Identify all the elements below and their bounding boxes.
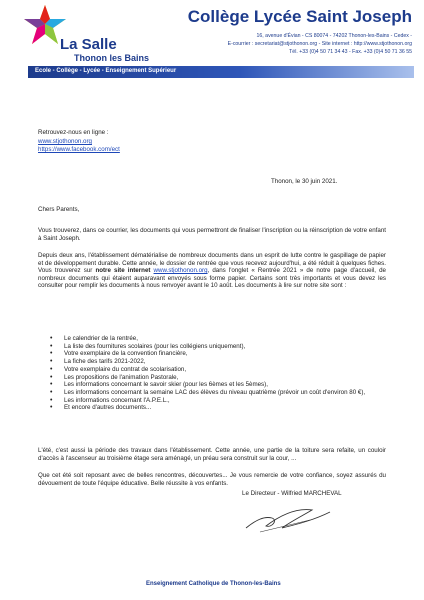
list-item: • Les informations concernant la semaine LAC des élèves du niveau quatrième (prévoir un coût d'environ 80 €), [50,389,390,397]
school-name: Collège Lycée Saint Joseph [187,7,412,26]
list-item: • Les propositions de l'animation Pastorale, [50,374,390,382]
handwritten-signature [242,498,334,540]
letter-date: Thonon, le 30 juin 2021. [271,178,338,185]
school-address: 16, avenue d'Évian - CS 80074 - 74202 Thonon-les-Bains - Cedex - [256,33,412,39]
logo-subtitle: Thonon les Bains [74,53,150,63]
footer-text: Enseignement Catholique de Thonon-les-Bains [146,581,281,587]
inline-site-link[interactable]: www.stjothonon.org [153,267,208,275]
online-intro: Retrouvez-nous en ligne : [38,129,109,136]
list-item: • Votre exemplaire de la convention financière, [50,350,390,358]
paragraph-documents-a: Depuis deux ans, l'établissement dématérialise de nombreux documents dans un esprit de lutte contre le gaspillage de papier et de développement durable. Cette année, le dossier de rentrée que vous recevez aujourd'hui, a été réduit à quelques fiches. Vous trouverez sur [38,252,386,275]
logo-title: La Salle [60,36,117,53]
website-link[interactable]: http://www.stjothonon.org [353,41,412,47]
paragraph-documents [38,252,386,290]
website-label: - Site internet : [318,41,353,47]
header-tagline: Ecole - Collège - Lycée - Enseignement Supérieur [35,68,177,74]
list-item: • Les informations concernant l'A.P.E.L., [50,397,390,405]
email-label: E-courrier : [227,41,254,47]
paragraph-documents-b: , dans l'onglet « Rentrée 2021 » de notre page d'accueil, de nombreux documents qui étaient auparavant envoyés sous forme papier. Certains sont très importants et vous devez les consulter pour remplir les documents à nous renvoyer avant le 10 août. Les documents à lire sur notre site sont : [38,267,386,290]
paragraph-intro: Vous trouverez, dans ce courrier, les documents qui vous permettront de finaliser l'inscription ou la réinscription de votre enfant à Saint Joseph. [38,227,386,242]
contact-line [228,41,412,47]
facebook-link[interactable]: https://www.facebook.com/ect [38,146,120,153]
site-link[interactable]: www.stjothonon.org [38,138,92,145]
list-item: • Le calendrier de la rentrée, [50,335,390,343]
list-item: • La fiche des tarifs 2021-2022, [50,358,390,366]
list-item: • La liste des fournitures scolaires (pour les collégiens uniquement), [50,343,390,351]
paragraph-closing: Que cet été soit reposant avec de belles rencontres, découvertes... Je vous remercie de votre confiance, soyez assurés du dévouement de toute l'équipe éducative. Belle réussite à vos enfants. [38,472,386,487]
signoff: Le Directeur - Wilfried MARCHEVAL [242,490,342,497]
greeting: Chers Parents, [38,206,80,213]
list-item: • Et encore d'autres documents... [50,404,390,412]
phone-fax: Tél. +33 (0)4 50 71 34 43 - Fax. +33 (0)4 50 71 36 55 [289,49,412,55]
list-item: • Votre exemplaire du contrat de scolarisation, [50,366,390,374]
site-bold: notre site internet [95,267,151,275]
paragraph-works: L'été, c'est aussi la période des travaux dans l'établissement. Cette année, une partie de la toiture sera refaite, un couloir d'accès à l'ascenseur au troisième étage sera aménagé, un préau sera construit sur la cour, ... [38,447,386,462]
documents-list [50,335,390,412]
email-link[interactable]: secretariat@stjothonon.org [254,41,318,47]
list-item: • Les informations concernant le savoir skier (pour les 6èmes et les 5èmes), [50,381,390,389]
